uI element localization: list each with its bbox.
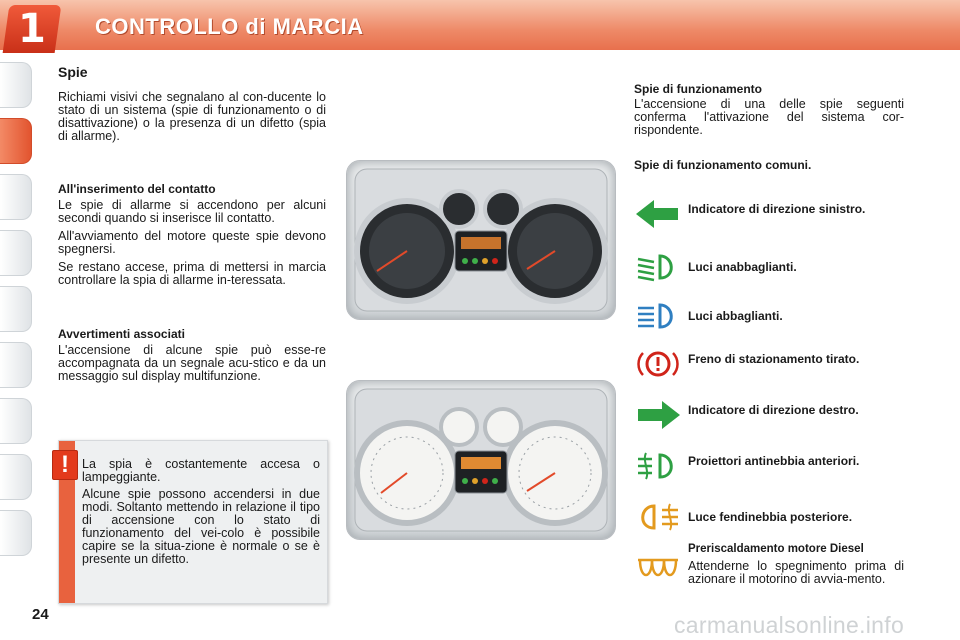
diesel-text <box>688 560 904 591</box>
item-label-high-beam: Luci abbaglianti. <box>688 309 783 323</box>
arrow-left-icon <box>634 197 682 231</box>
right-heading: Spie di funzionamento <box>634 82 762 96</box>
page-title: CONTROLLO di MARCIA <box>95 14 364 39</box>
assoc-heading: Avvertimenti associati <box>58 327 185 341</box>
note-text-1: La spia è costantemente accesa o lampeggiante. <box>82 457 320 484</box>
page-number: 24 <box>32 606 49 623</box>
common-heading: Spie di funzionamento comuni. <box>634 158 812 172</box>
item-label-low-beam: Luci anabbaglianti. <box>688 260 797 274</box>
exclamation-icon: ! <box>52 450 78 480</box>
note-text-2: Alcune spie possono accendersi in due modi. Soltanto mettendo in relazione il tipo di accensione con lo stato di funzionamento del vei-colo è possibile capire se la situa-zione è normale o se è presente un difetto. <box>82 487 320 566</box>
contact-paragraphs <box>58 199 326 292</box>
item-label-rear-fog: Luce fendinebbia posteriore. <box>688 510 853 524</box>
item-label-front-fog: Proiettori antinebbia anteriori. <box>688 454 860 468</box>
contact-text-1: Le spie di allarme si accendono per alcuni secondi quando si inserisce lil contatto. <box>58 198 326 225</box>
contact-text-3: Se restano accese, prima di mettersi in marcia controllare la spia di allarme in-teressata. <box>58 260 326 287</box>
arrow-right-icon <box>634 398 682 432</box>
low-beam-icon <box>634 250 682 284</box>
assoc-paragraph <box>58 344 326 388</box>
front-fog-icon <box>634 449 682 483</box>
side-tab[interactable] <box>0 510 32 556</box>
chapter-number: 1 <box>18 6 46 52</box>
high-beam-icon <box>634 299 682 333</box>
parking-brake-icon <box>634 347 682 381</box>
right-intro-text: L'accensione di una delle spie seguenti conferma l'attivazione del sistema cor-rispondente. <box>634 97 904 137</box>
section-heading-spie: Spie <box>58 64 88 80</box>
side-tab[interactable] <box>0 62 32 108</box>
item-label-parking-brake: Freno di stazionamento tirato. <box>688 352 860 366</box>
item-label-left-indicator: Indicatore di direzione sinistro. <box>688 202 866 216</box>
side-tab-active[interactable] <box>0 118 32 164</box>
instrument-cluster-image <box>346 160 616 320</box>
rear-fog-icon <box>634 500 682 534</box>
diesel-heading: Preriscaldamento motore Diesel <box>688 543 864 555</box>
contact-heading: All'inserimento del contatto <box>58 182 216 196</box>
intro-paragraph <box>58 91 326 148</box>
side-tab[interactable] <box>0 286 32 332</box>
side-tab[interactable] <box>0 398 32 444</box>
diesel-text-body: Attenderne lo spegnimento prima di azionare il motorino di avvia-mento. <box>688 559 904 586</box>
note-text <box>82 458 320 570</box>
intro-text: Richiami visivi che segnalano al con-ducente lo stato di un sistema (spie di funzionamento o di disattivazione) o la presenza di un difetto (spia di allarme). <box>58 90 326 143</box>
right-intro <box>634 98 904 142</box>
side-tab[interactable] <box>0 174 32 220</box>
watermark: carmanualsonline.info <box>674 612 905 638</box>
side-tab[interactable] <box>0 230 32 276</box>
contact-text-2: All'avviamento del motore queste spie devono spegnersi. <box>58 229 326 256</box>
side-tabs <box>0 62 32 566</box>
diesel-preheat-icon <box>634 552 682 586</box>
item-label-right-indicator: Indicatore di direzione destro. <box>688 403 859 417</box>
instrument-cluster-lit-image <box>346 380 616 540</box>
side-tab[interactable] <box>0 454 32 500</box>
side-tab[interactable] <box>0 342 32 388</box>
assoc-text: L'accensione di alcune spie può esse-re accompagnata da un segnale acu-stico e da un messaggio sul display multifunzione. <box>58 343 326 383</box>
